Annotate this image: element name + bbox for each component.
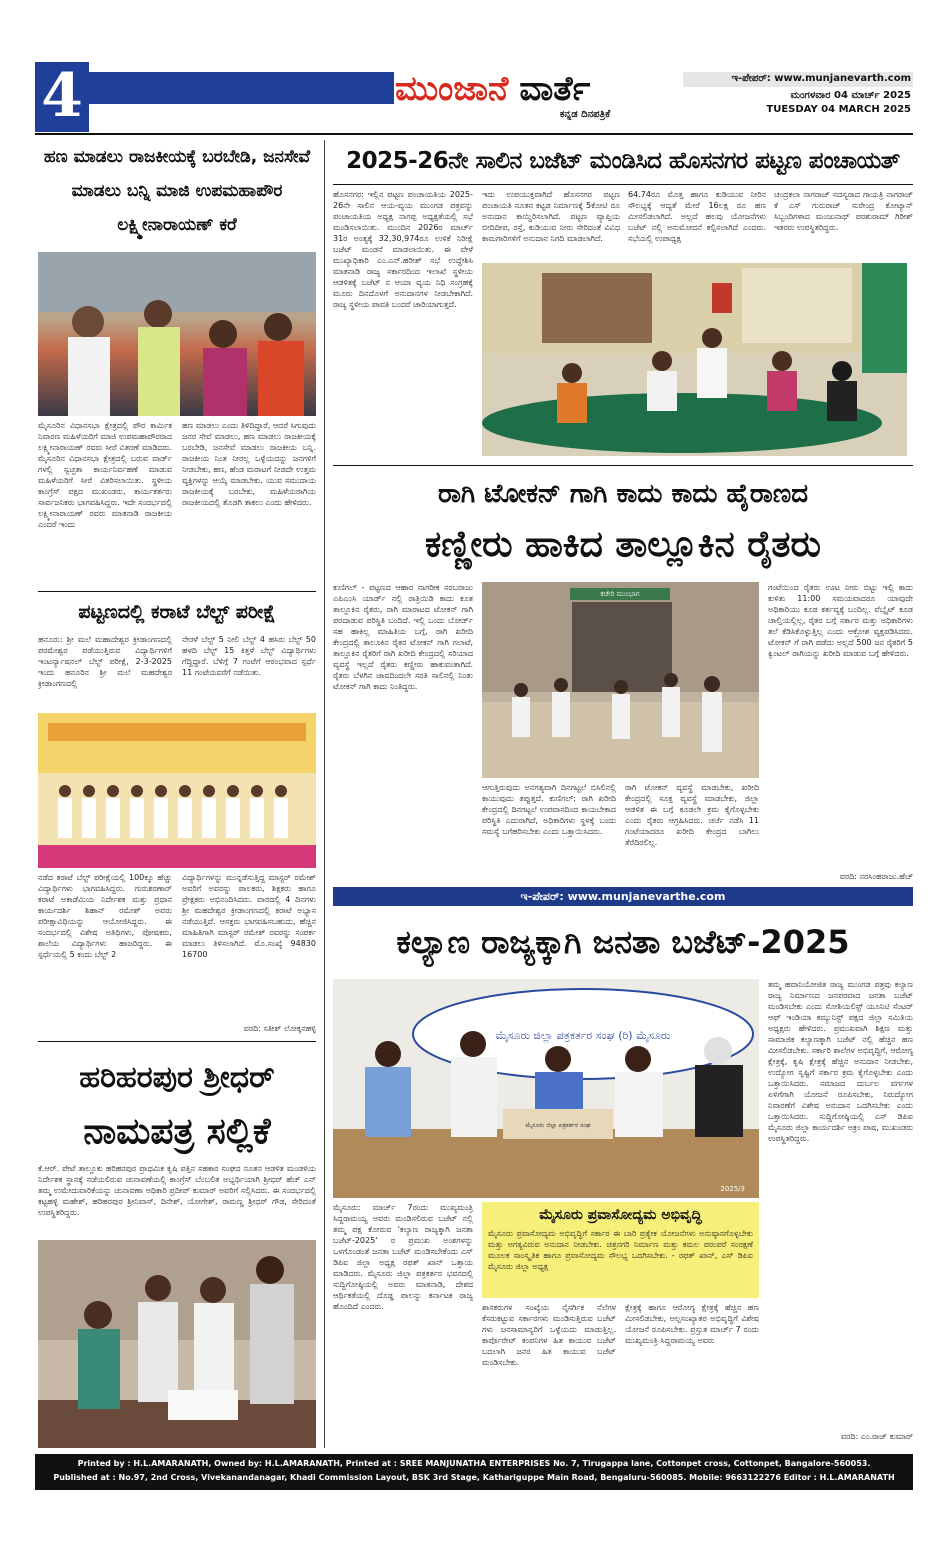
right-story2-body-d: ಗಂಟೆಯಿಂದ ರೈತರು ಊಟ ನೀರು ಬಿಟ್ಟು ಇಲ್ಲಿ ಕಾದು ಕುಳಿತು 11:00 ಸಮಯವಾದರೂ ಯಾವುದೇ ಅಧಿಕಾರಿಯು ಕೂಡ ಕರ್ತವ್ಯಕ್ಕೆ ಬಂದಿಲ್ಲ. ವೆಬ್ಸೈಟ್ ಕೂಡ ಚಾಲ್ತಿಯಲ್ಲಿಲ್ಲ, ರೈತರ ಬಗ್ಗೆ ಸರ್ಕಾರ ಮತ್ತು ಅಧಿಕಾರಿಗಳು ತಲೆ ಕೆಡಿಸಿಕೊಳ್ಳುತ್ತಿಲ್ಲ ಎಂದು ಆಕ್ರೋಶ ವ್ಯಕ್ತಪಡಿಸಿದರು. ಟೋಕನ್ ಗೆ ರಾಗಿ ಪಡೆದು ಅಲ್ಲದೆ 500 ಜನ ರೈತರಿಗೆ 5 ಕ್ವಿಂಟಲ್ ರಾಗಿಯನ್ನು ಖರೀದಿ ಮಾಡುವ ಬಗ್ಗೆ ಹೇಳಿದರು. — [768, 583, 913, 658]
masthead-subtitle: ಕನ್ನಡ ದಿನಪತ್ರಿಕೆ — [559, 109, 611, 120]
right-story3-body-b: ಶಾಸಕರುಗಳ ಸಂಖ್ಯೆಯ ನೈಸರ್ಗಿಕ ನೆಲೆಗಳ ಕೆಸರುಕಟ್ಟುವ ಸರ್ಕಾರಗಳು ಮಂಡಿಸುತ್ತಿರುವ ಬಜೆಟ್ ಗಳು ಜನಸಾಮಾನ್ಯರಿಗೆ ಒಳ್ಳೆಯದು ಮಾಡುತ್ತಿಲ್ಲ. ಕಾರ್ಪೊರೇಟ್ ಕಂಪನಿಗಳ ಹಿತ ಕಾಯುವ ಬಜೆಟ್ ಬದಲಾಗಿ ಜನರ ಹಿತ ಕಾಯುವ ಬಜೆಟ್ ಮಂಡಿಸಬೇಕು. — [482, 1303, 616, 1367]
masthead-title-part2: ವಾರ್ತೆ — [519, 69, 591, 109]
left-story3-body: ಕೆ.ಆರ್. ಪೇಟೆ ತಾಲ್ಲೂಕು ಹರಿಹರಪುರ ಪ್ರಾಥಮಿಕ ಕೃಷಿ ಪತ್ತಿನ ಸಹಕಾರ ಸಂಘದ ನೂತನ ಆಡಳಿತ ಮಂಡಳಿಯ ನಿರ್ದೇಶಕ ಸ್ಥಾನಕ್ಕೆ ನಡೆಯಲಿರುವ ಚುನಾವಣೆಯಲ್ಲಿ ಕಾಂಗ್ರೆಸ್ ಬೆಂಬಲಿತ ಅಭ್ಯರ್ಥಿಯಾಗಿ ಶ್ರೀಧರ್ ಹೆಚ್ ಎನ್ ತಮ್ಮ ಉಮೇದುವಾರಿಕೆಯನ್ನು ಚುನಾವಣಾ ಅಧಿಕಾರಿ ಪ್ರದೀಪ್ ಕುಮಾರ್ ಅವರಿಗೆ ಸಲ್ಲಿಸಿದರು. ಈ ಸಂದರ್ಭದಲ್ಲಿ ಕಟ್ಟಹಳ್ಳಿ ಮಹೇಶ್, ಹರಿಹರಪುರ ಶ್ರೀನಿವಾಸ್, ದಿನೇಶ್, ಯೋಗೇಶ್, ರಾಮಣ್ಣ ಶ್ರೀಧರ್ ಗೌಡ, ಸೇರಿದಂತೆ ಉಪಸ್ಥಿತರಿದ್ದರು. — [38, 1164, 316, 1217]
left-story2-headline: ಪಟ್ಟಣದಲ್ಲಿ ಕರಾಟೆ ಬೆಲ್ಟ್ ಪರೀಕ್ಷೆ — [78, 601, 276, 623]
right-story2-headline-2: ಕಣ್ಣೀರು ಹಾಕಿದ ತಾಲ್ಲೂಕಿನ ರೈತರು — [424, 524, 822, 565]
page-number: 4 — [41, 61, 83, 131]
right-story3-body-c: ಕ್ಷೇತ್ರಕ್ಕೆ ಹಾಗೂ ಆರೋಗ್ಯ ಕ್ಷೇತ್ರಕ್ಕೆ ಹೆಚ್ಚಿನ ಹಣ ಮೀಸಲಿಡಬೇಕು, ಅಲ್ಪಸಂಖ್ಯಾತರ ಅಭಿವೃದ್ಧಿಗೆ ವಿಶೇಷ ಯೋಜನೆ ರೂಪಿಸಬೇಕು. ಪ್ರಸ್ತುತ ಮಾರ್ಚ್ 7 ರಂದು ಮುಖ್ಯಮಂತ್ರಿ ಸಿದ್ದರಾಮಯ್ಯ ಅವರು — [625, 1303, 759, 1345]
left-rule-1 — [38, 591, 316, 592]
right-story2-photo — [482, 582, 759, 778]
notice-text: ಮೈಸೂರು ಪ್ರವಾಸೋದ್ಯಮ ಅಭಿವೃದ್ಧಿಗೆ ಸರ್ಕಾರ ಈ ಬಾರಿ ಪ್ರತ್ಯೇಕ ಯೋಜನೆಗಳು ಅನುಷ್ಠಾನಗೊಳ್ಳಬೇಕು ಮತ್ತು ಅಗತ್ಯವಿರುವ ಅನುದಾನ ನೀಡಬೇಕು. ಚಿತ್ರನಗರಿ ನಿರ್ಮಾಣ ಮತ್ತು ಕಮಲ ಪರಂಪರೆ ಸಂರಕ್ಷಣೆ ಮೂಲಕ ಸಾಂಸ್ಕೃತಿಕ ಹಾಗೂ ಪ್ರವಾಸೋದ್ಯಮ ಸೌಲಭ್ಯ ಒದಗಿಸಬೇಕು. - ರಫತ್ ಖಾನ್, ಎಸ್ ಡಿಪಿಐ ಮೈಸೂರು ಜಿಲ್ಲಾ ಅಧ್ಯಕ್ಷ — [488, 1229, 753, 1271]
right-story3-body-a: ಮೈಸೂರು: ಮಾರ್ಚ್ 7ರಂದು ಮುಖ್ಯಮಂತ್ರಿ ಸಿದ್ದರಾಮಯ್ಯ ಅವರು ಮಂಡಿಸಲಿರುವ ಬಜೆಟ್ ನಲ್ಲಿ ತಮ್ಮ ಪಕ್ಷ ಕೋರುವ 'ಕಲ್ಯಾಣ ರಾಜ್ಯಕ್ಕಾಗಿ ಜನತಾ ಬಜೆಟ್-2025' ರ ಪ್ರಮುಖ ಅಂಶಗಳನ್ನು ಒಳಗೊಂಡಂತೆ ಜನತಾ ಬಜೆಟ್ ಮಂಡಿಸಬೇಕೆಂದು ಎಸ್ ಡಿಪಿಐ ಜಿಲ್ಲಾ ಅಧ್ಯಕ್ಷ ರಫತ್ ಖಾನ್ ಒತ್ತಾಯ ಮಾಡಿದರು. ಮೈಸೂರು ಜಿಲ್ಲಾ ಪತ್ರಕರ್ತರ ಭವನದಲ್ಲಿ ಸುದ್ದಿಗೋಷ್ಠಿಯಲ್ಲಿ ಅವರು ಮಾತನಾಡಿ, ದೇಶದ ಆರ್ಥಿಕತೆಯಲ್ಲಿ ದೊಡ್ಡ ಪಾಲನ್ನು ಕರ್ನಾಟಕ ರಾಜ್ಯ ಹೊಂದಿದೆ ಎಂದರು. — [333, 1203, 473, 1311]
footer-line-1: Printed by : H.L.AMARANATH, Owned by: H.L.AMARANATH, Printed at : SREE MANJUNATHA ENTERPRISES No. 7, Tirugappa lane, Cottonpet cross, Cottonpet, Bangalore-560053. — [77, 1459, 871, 1468]
right-story1-body-a: ಹೊಸನಗರ: ಇಲ್ಲಿನ ಪಟ್ಟಣ ಪಂಚಾಯತಿಯ 2025-26ನೇ ಸಾಲಿನ ಆಯ-ವ್ಯಯ ಮುಂಗಡ ಪತ್ರವನ್ನು ಪಂಚಾಯತಿಯ ಅಧ್ಯಕ್ಷ ನಾಗಪ್ಪ ಅಧ್ಯಕ್ಷತೆಯಲ್ಲಿ ಸಭೆ ಮಂಡಿಸಲಾಯಿತು. ಮುಂದಿನ 2026ರ ಮಾರ್ಚ್ 31ರ ಅಂತ್ಯಕ್ಕೆ 32,30,974ರೂ ಉಳಿಕೆ ನಿರೀಕ್ಷೆ ಬಜೆಟ್ ಮಂಡನೆ ಮಾಡಲಾಯಿತು. ಈ ವೇಳೆ ಮುಖ್ಯಾಧಿಕಾರಿ ಎಂ.ಎನ್.ಹರೀಶ್ ಸಭೆ ಉದ್ದೇಶಿಸಿ ಮಾತನಾಡಿ ರಾಜ್ಯ ಸರ್ಕಾರದಿಂದ ಇಲಾಖೆ ಸ್ಥಳೀಯ ಆಡಳಿತಕ್ಕೆ ಬಜೆಟ್ ನ ಆಯಾ ವ್ಯಯ ನಿಧಿ ಸಂಗ್ರಹಕ್ಕೆ ಮೂರು ದಿನದೊಳಗೆ ಅನುದಾನಗಳ ನೀಡಬೇಕಾಗಿದೆ. ರಾಜ್ಯ ಸ್ಥಳೀಯ ಪಾವತಿ ಬಂದರೆ ಜಾರಿಯಾಗುತ್ತದೆ. — [333, 190, 473, 309]
left-story2-credit: ವರದಿ: ಸತೀಶ್ ಲೋಕ್ಕನಹಳ್ಳಿ — [243, 1024, 316, 1033]
left-story1-body-a: ಮೈಸೂರಿನ ವಿಧಾನಸಭಾ ಕ್ಷೇತ್ರದಲ್ಲಿ ಪೌರ ಕಾರ್ಮಿಕ ನಿವಾರಣ ಮಹಿಳೆಯರಿಗೆ ಮಾಜಿ ಉಪಮಹಾಪೌರರಾದ ಲಕ್ಷ್ಮೀನಾರಾಯಣ್ ರವರು ಸೀರೆ ವಿತರಣೆ ಮಾಡಿದರು. ಮೈಸೂರಿನ ವಿಧಾನಸಭಾ ಕ್ಷೇತ್ರದಲ್ಲಿ ಬರುವ ವಾರ್ಡ್ ಗಳಲ್ಲಿ ಸ್ವಚ್ಛತಾ ಕಾರ್ಯನಿರ್ವಹಣೆ ಮಾಡುವ ಮಹಿಳೆಯರಿಗೆ ಸೀರೆ ವಿತರಿಸಲಾಯಿತು. ಸ್ಥಳೀಯ ಕಾಂಗ್ರೆಸ್ ಪಕ್ಷದ ಮುಖಂಡರು, ಕಾರ್ಯಕರ್ತರು ಸಾರ್ವಜನಿಕರು ಭಾಗವಹಿಸಿದ್ದರು. ಇದೇ ಸಂದರ್ಭದಲ್ಲಿ ಲಕ್ಷ್ಮೀನಾರಾಯಣ್ ರವರು ಮಾತನಾಡಿ ರಾಜಕೀಯ ಎಂದರೆ ಇಂದು — [38, 421, 172, 529]
column-divider — [324, 140, 325, 1448]
right-story3-credit: ವರದಿ: ಎಂ.ರಾಜ್ ಕುಮಾರ್ — [841, 1432, 913, 1441]
crowd-photo-icon — [38, 252, 316, 416]
footer — [35, 1454, 913, 1490]
farmers-queue-photo-icon — [482, 582, 759, 778]
left-story3-headline-2: ನಾಮಪತ್ರ ಸಲ್ಲಿಕೆ — [83, 1111, 271, 1152]
right-story3-photo — [333, 979, 759, 1198]
epaper-strip[interactable]: ಇ-ಪೇಪರ್: www.munjanevarthe.com — [333, 887, 913, 906]
masthead-band — [89, 72, 394, 104]
left-story2-photo — [38, 713, 316, 868]
office-sign: ಕಚೇರಿ ಮುಂಭಾಗ — [570, 588, 670, 600]
left-story3-headline-1: ಹರಿಹರಪುರ ಶ್ರೀಧರ್ — [79, 1060, 275, 1095]
right-story1-body-c: 64.74ರೂ ಮೊತ್ತ ಹಾಗೂ ಕುಡಿಯುವ ನೀರಿನ ಸೌಲಭ್ಯಕ್ಕೆ ಆದ್ಯತೆ ಮೇರೆ 16ಲಕ್ಷ ರೂ ಹಣ ಮೀಸಲಿಡಲಾಗಿದೆ. ಅಲ್ಲದೆ ಹಲವು ಯೋಜನೆಗಳು ಬಜೆಟ್ ನಲ್ಲಿ ಅನುಮೋದನೆ ಕಲ್ಪಿಸಲಾಗಿದೆ ಎಂದರು. ಸಭೆಯಲ್ಲಿ ಉಪಾಧ್ಯಕ್ಷ — [628, 190, 766, 243]
right-story2-headline-1: ರಾಗಿ ಟೋಕನ್ ಗಾಗಿ ಕಾದು ಕಾದು ಹೈರಾಣದ — [437, 479, 809, 509]
right-story1-body-d: ಚಂದ್ರಕಲಾ ನಾಗರಾಜ್ ಸದಸ್ಯರಾದ ಗಾಯತ್ರಿ ನಾಗರಾಜ್ ಕೆ ಎಸ್ ಗುರುರಾಜ್ ಸುರೇಂದ್ರ ಕೋಟ್ಯಾನ್ ಸಿಬ್ಬಂದಿಗಳಾದ ಮಂಜುನಾಥ್ ಪರಶುರಾಮ್ ಗಿರೀಶ್ ಇತರರು ಉಪಸ್ಥಿತರಿದ್ದರು. — [774, 190, 913, 232]
right-story2-body-c: ರಾಗಿ ಟೋಕನ್ ವ್ಯವಸ್ಥೆ ಮಾಡಬೇಕು, ಖರೀದಿ ಕೇಂದ್ರದಲ್ಲಿ ಸೂಕ್ತ ವ್ಯವಸ್ಥೆ ಮಾಡಬೇಕು, ಜಿಲ್ಲಾ ಆಡಳಿತ ಈ ಬಗ್ಗೆ ಕೂಡಲೇ ಕ್ರಮ ಕೈಗೊಳ್ಳಬೇಕು ಎಂದು ರೈತರು ಆಗ್ರಹಿಸಿದರು. ಚರ್ಚೆ ನಡೆಸಿ 11 ಗಂಟೆಯಾದರೂ ಖರೀದಿ ಕೇಂದ್ರದ ಬಾಗಿಲು ತೆರೆದಿರಲಿಲ್ಲ. — [625, 783, 759, 847]
right-story3-headline: ಕಲ್ಯಾಣ ರಾಜ್ಯಕ್ಕಾಗಿ ಜನತಾ ಬಜೆಟ್-2025 — [396, 923, 850, 961]
left-story2-body-c: ನಡೆದ ಕರಾಟೆ ಬೆಲ್ಟ್ ಪರೀಕ್ಷೆಯಲ್ಲಿ 100ಕ್ಕೂ ಹೆಚ್ಚು ವಿದ್ಯಾರ್ಥಿಗಳು ಭಾಗವಹಿಸಿದ್ದರು. ಗುರುಶರಣಾರ್ ಕರಾಟೆ ಅಕಾಡೆಮಿಯ ನಿರ್ದೇಶಕ ಮತ್ತು ಪ್ರಧಾನ ಕಾರ್ಯದರ್ಶಿ ಶಿಹಾನ್ ರಮೇಶ್ ಅವರು ಪರೀಕ್ಷಾವಿಧಿಯನ್ನು ಆಯೋಜಿಸಿದ್ದರು. ಈ ಸಂದರ್ಭದಲ್ಲಿ ವಿಶೇಷ ಅತಿಥಿಗಳು, ಪೋಷಕರು, ಶಾಲೆಯ ವಿದ್ಯಾರ್ಥಿಗಳು ಹಾಜರಿದ್ದರು. ಈ ಸ್ಪರ್ಧೆಯಲ್ಲಿ 5 ಕಂದು ಬೆಲ್ಟ್ 2 — [38, 873, 172, 959]
epaper-url[interactable]: www.munjanevarth.com — [774, 73, 911, 84]
right-story1-photo — [482, 263, 907, 456]
epaper-label: ಇ-ಪೇಪರ್: — [731, 73, 771, 84]
left-story1-photo — [38, 252, 316, 416]
right-rule-2 — [333, 465, 913, 466]
date-kannada: ಮಂಗಳವಾರ 04 ಮಾರ್ಚ್ 2025 — [790, 90, 911, 101]
right-story3-sidebar: ತಮ್ಮ ಹವಾನಿಯೋಜಿತ ರಾಜ್ಯ ಮುಂಗಡ ಪತ್ರವು ಕಲ್ಯಾಣ ರಾಜ್ಯ ನಿರ್ಮಾಣದ ಜನಪರವಾದ ಜನತಾ ಬಜೆಟ್ ಮಂಡಿಸಬೇಕು ಎಂದು ಸೋಶಿಯಲಿಸ್ಟ್ ಯೂನಿಟಿ ಸೆಂಟರ್ ಆಫ್ ಇಂಡಿಯಾ ಕಮ್ಯುನಿಸ್ಟ್ ಪಕ್ಷದ ಜಿಲ್ಲಾ ಸಮಿತಿಯ ಅಧ್ಯಕ್ಷರು ಹೇಳಿದರು. ಪ್ರಮುಖವಾಗಿ ಶಿಕ್ಷಣ ಮತ್ತು ಸಾಮಾಜಿಕ ಕಲ್ಯಾಣಕ್ಕಾಗಿ ಬಜೆಟ್ ನಲ್ಲಿ ಹೆಚ್ಚಿನ ಹಣ ಮೀಸಲಿಡಬೇಕು. ಸರ್ಕಾರಿ ಶಾಲೆಗಳ ಅಭಿವೃದ್ಧಿಗೆ, ಆರೋಗ್ಯ ಕ್ಷೇತ್ರಕ್ಕೆ, ಕೃಷಿ ಕ್ಷೇತ್ರಕ್ಕೆ ಹೆಚ್ಚಿನ ಅನುದಾನ ನೀಡಬೇಕು, ಉದ್ಯೋಗ ಸೃಷ್ಟಿಗೆ ಸರ್ಕಾರ ಕ್ರಮ ಕೈಗೊಳ್ಳಬೇಕು ಎಂದು ಒತ್ತಾಯಿಸಿದರು. ಸಮಾಜದ ದುರ್ಬಲ ವರ್ಗಗಳ ಏಳಿಗೆಗಾಗಿ ಯೋಜನೆ ರೂಪಿಸಬೇಕು, ನಿರುದ್ಯೋಗ ನಿವಾರಣೆಗೆ ವಿಶೇಷ ಅನುದಾನ ಒದಗಿಸಬೇಕು ಎಂದು ಒತ್ತಾಯಿಸಿದರು. ಸುದ್ದಿಗೋಷ್ಠಿಯಲ್ಲಿ ಎಸ್ ಡಿಪಿಐ ಮೈಸೂರು ಜಿಲ್ಲಾ ಕಾರ್ಯದರ್ಶಿ ಅಕ್ರಂ ಪಾಷ, ಮುಖಂಡರು ಉಪಸ್ಥಿತರಿದ್ದರು. — [768, 980, 913, 1143]
notice-title: ಮೈಸೂರು ಪ್ರವಾಸೋದ್ಯಮ ಅಭಿವೃದ್ಧಿ — [539, 1207, 702, 1223]
right-story1-headline: 2025-26ನೇ ಸಾಲಿನ ಬಜೆಟ್ ಮಂಡಿಸಿದ ಹೊಸನಗರ ಪಟ್ಟಣ ಪಂಚಾಯತ್ — [346, 148, 900, 174]
right-story2-body-a: ಕುಣಿಗಲ್ - ಪಟ್ಟಣದ ಆಹಾರ ನಾಗರೀಕ ಸರಬರಾಜು ಎಪಿಎಂಸಿ ಯಾರ್ಡ್ ನಲ್ಲಿ ರಾತ್ರಿಯಿಡಿ ಕಾದು ಕೂತ ತಾಲ್ಲೂಕಿನ ರೈತರು, ರಾಗಿ ಮಾರಾಟದ ಟೋಕನ್ ಗಾಗಿ ಪರದಾಡುವ ಪರಿಸ್ಥಿತಿ ಬಂದಿದೆ. ಇಲ್ಲಿ ಒಂದು ಬೋರ್ಡ್ ಸಹ ಹಾಕಿಲ್ಲ ಮಾಹಿತಿಯ ಬಗ್ಗೆ, ರಾಗಿ ಖರೀದಿ ಕೇಂದ್ರದಲ್ಲಿ ತಾಲೂಕಿನ ರೈತರ ಟೋಕನ್ ಗಾಗಿ ಗಲಾಟೆ, ತಾಲ್ಲೂಕಿನ ರೈತರಿಗೆ ರಾಗಿ ಖರೀದಿ ಕೇಂದ್ರದಲ್ಲಿ ಸರಿಯಾದ ವ್ಯವಸ್ಥೆ ಇಲ್ಲದೆ ರೈತರು ಕಣ್ಣೀರು ಹಾಕುವಂತಾಗಿದೆ. ರೈತರು ಬೆಳಗಿನ ಜಾವದಿಂದಲೇ ಸರತಿ ಸಾಲಿನಲ್ಲಿ ನಿಂತು ಟೋಕನ್ ಗಾಗಿ ಕಾದು ನಿಂತಿದ್ದರು. — [333, 583, 473, 691]
epaper-line — [683, 73, 911, 84]
left-story1-headline: ಹಣ ಮಾಡಲು ರಾಜಕೀಯಕ್ಕೆ ಬರಬೇಡಿ, ಜನಸೇವೆ ಮಾಡಲು ಬನ್ನಿ ಮಾಜಿ ಉಪಮಹಾಪೌರ ಲಕ್ಷ್ಮೀನಾರಾಯಣ್ ಕರೆ — [43, 147, 311, 235]
left-story2-body-a: ಹನೂರು: ಶ್ರೀ ಮಲೆ ಮಹಾದೇಶ್ವರ ಕ್ರೀಡಾಂಗಣದಲ್ಲಿ ಪರಮೇಶ್ವರ ಪಡೆಯುತ್ತಿರುವ ವಿದ್ಯಾರ್ಥಿಗಳಿಗೆ ಇಂಟರ್ನ್ಯಾಷನಲ್ ಬೆಲ್ಟ್ ಪರೀಕ್ಷೆ, 2-3-2025 ಇಂದು ಹನೂರಿನ ಶ್ರೀ ಮಲೆ ಮಹದೇಶ್ವರ ಕ್ರೀಡಾಂಗಣದಲ್ಲಿ — [38, 635, 172, 688]
right-story1-body-b: ಇದು ಉಪಯುಕ್ತವಾಗಿದೆ ಹೊಸನಗರ ಪಟ್ಟಣ ಪಂಚಾಯತಿ ನೂತನ ಕಟ್ಟಡ ನಿರ್ಮಾಣಕ್ಕೆ 5ಕೋಟಿ ರೂ ಅನುದಾನ ಕಾಯ್ದಿರಿಸಲಾಗಿದೆ. ಪಟ್ಟಣ ವ್ಯಾಪ್ತಿಯ ಬೀದಿದೀಪ, ರಸ್ತೆ, ಕುಡಿಯುವ ನೀರು ಸೇರಿದಂತೆ ವಿವಿಧ ಕಾಮಗಾರಿಗಳಿಗೆ ಅನುದಾನ ನಿಗದಿ ಮಾಡಲಾಗಿದೆ. — [482, 190, 620, 243]
left-story1-body-b: ಹಣ ಮಾಡಲು ಎಂದು ತಿಳಿದಿದ್ದಾರೆ, ಆದರೆ ಸಿಗುವುದು ಜನರ ಸೇವೆ ಮಾಡಲು, ಹಣ ಮಾಡಲು ರಾಜಕೀಯಕ್ಕೆ ಬರಬೇಡಿ, ಜನಸೇವೆ ಮಾಡಲು ರಾಜಕೀಯ ಬನ್ನಿ. ರಾಜಕೀಯ ನಿಂತ ನೀರಲ್ಲ ಒಳ್ಳೆಯದನ್ನು ಜನಗಳಿಗೆ ನೀಡಬೇಕು, ಹಣ, ಹೆಂಡ ಮರಾಟಗೆ ನೀಡದೇ ಉತ್ತಮ ವ್ಯಕ್ತಿಗಳನ್ನು ಆಯ್ಕೆ ಮಾಡಬೇಕು. ಯುವ ಸಮುದಾಯ ರಾಜಕೀಯಕ್ಕೆ ಬರಬೇಕು, ಮಹಿಳೆಯರಾಗಿಯ ರಾಜಕೀಯದಲ್ಲಿ ತೊಡಗಿ ತಾಕಲು ಎಂದು ಹೇಳಿದರು. — [182, 421, 316, 507]
masthead-title — [395, 66, 685, 114]
left-story2-body-d: ವಿದ್ಯಾರ್ಥಿಗಳನ್ನು ಮುನ್ನಡೆಸುತ್ತಿದ್ದ ಮಾಸ್ಟರ್ ರಮೇಶ್ ಅವರಿಗೆ ಅವರನ್ನು ಪಾಲಕರು, ಶಿಕ್ಷಕರು ಹಾಗೂ ಪ್ರೇಕ್ಷಕರು ಅಭಿನಂದಿಸಿದರು. ವಾರದಲ್ಲಿ 4 ದಿನಗಳು ಶ್ರೀ ಮಹದೇಶ್ವರ ಕ್ರೀಡಾಂಗಣದಲ್ಲಿ ಕರಾಟೆ ಅಭ್ಯಾಸ ನಡೆಯುತ್ತಿದೆ. ಆಸಕ್ತರು ಭಾಗವಹಿಸಬಹುದು, ಹೆಚ್ಚಿನ ಮಾಹಿತಿಗಾಗಿ ಮಾಸ್ಟರ್ ರಮೇಶ್ ರವರನ್ನು ಸಂಪರ್ಕ ಮಾಡಲು ತಿಳಿಸಲಾಗಿದೆ. ಮೊ.ಸಂಖ್ಯೆ 94830 16700 — [182, 873, 316, 959]
masthead-rule — [35, 133, 913, 135]
photo-stamp-text: 2025/3 — [720, 1185, 745, 1193]
press-meet-photo-icon — [333, 979, 759, 1198]
right-story2-body-b: ಆಗುತ್ತಿರುವುದು ಅನಗತ್ಯವಾಗಿ ದಿನಗಟ್ಟಲೆ ಬಿಸಿಲಿನಲ್ಲಿ ಕಾಯುವುದು ತಪ್ಪುತ್ತದೆ. ಕುಣಿಗಲ್: ರಾಗಿ ಖರೀದಿ ಕೇಂದ್ರದಲ್ಲಿ ದಿನಗಟ್ಟಲೆ ಉಪವಾಸದಿಂದ ಕಾಯಬೇಕಾದ ಪರಿಸ್ಥಿತಿ ಎದುರಾಗಿದೆ, ಅಧಿಕಾರಿಗಳು ಸ್ಥಳಕ್ಕೆ ಬಂದು ಸಮಸ್ಯೆ ಬಗೆಹರಿಸಬೇಕು ಎಂದು ಒತ್ತಾಯಿಸಿದರು. — [482, 783, 616, 836]
council-meeting-photo-icon — [482, 263, 907, 456]
banner-sign-text: ಮೈಸೂರು ಜಿಲ್ಲಾ ಪತ್ರಕರ್ತರ ಸಂಘ (ರಿ) ಮೈಸೂರು — [495, 1029, 671, 1042]
nomination-photo-icon — [38, 1240, 316, 1448]
right-story2-credit: ವರದಿ: ನರಸಿಂಹರಾಜು.ಹೆಚ್ — [839, 872, 913, 881]
date-english: TUESDAY 04 MARCH 2025 — [766, 104, 911, 115]
left-story2-body-b: ನೇರಳೆ ಬೆಲ್ಟ್ 5 ನೀಲಿ ಬೆಲ್ಟ್ 4 ಹಸಿರು ಬೆಲ್ಟ್ 50 ಹಳದಿ ಬೆಲ್ಟ್ 15 ಕಿತ್ತಳೆ ಬೆಲ್ಟ್ ವಿದ್ಯಾರ್ಥಿಗಳು ಗೆದ್ದಿದ್ದಾರೆ. ಬೆಳಿಗ್ಗೆ 7 ಗಂಟೆಗೆ ಆರಂಭವಾದ ಸ್ಪರ್ಧೆ 11 ಗಂಟೆಯವರೆಗೆ ನಡೆಯಿತು. — [182, 635, 316, 677]
footer-line-2: Published at : No.97, 2nd Cross, Vivekanandanagar, Khadi Commission Layout, BSK 3rd Stage, Kathariguppe Main Road, Bengaluru-560085. Mobile: 9663122276 Editor : H.L.AMARANATH — [53, 1473, 895, 1482]
masthead-title-part1: ಮುಂಜಾನೆ — [395, 69, 509, 109]
right-rule-1 — [333, 184, 913, 185]
podium-sign-text: ಮೈಸೂರು ಜಿಲ್ಲಾ ಪತ್ರಕರ್ತರ ಸಂಘ — [525, 1122, 591, 1129]
karate-group-photo-icon — [38, 713, 316, 868]
left-rule-2 — [38, 1041, 316, 1042]
left-story3-photo — [38, 1240, 316, 1448]
